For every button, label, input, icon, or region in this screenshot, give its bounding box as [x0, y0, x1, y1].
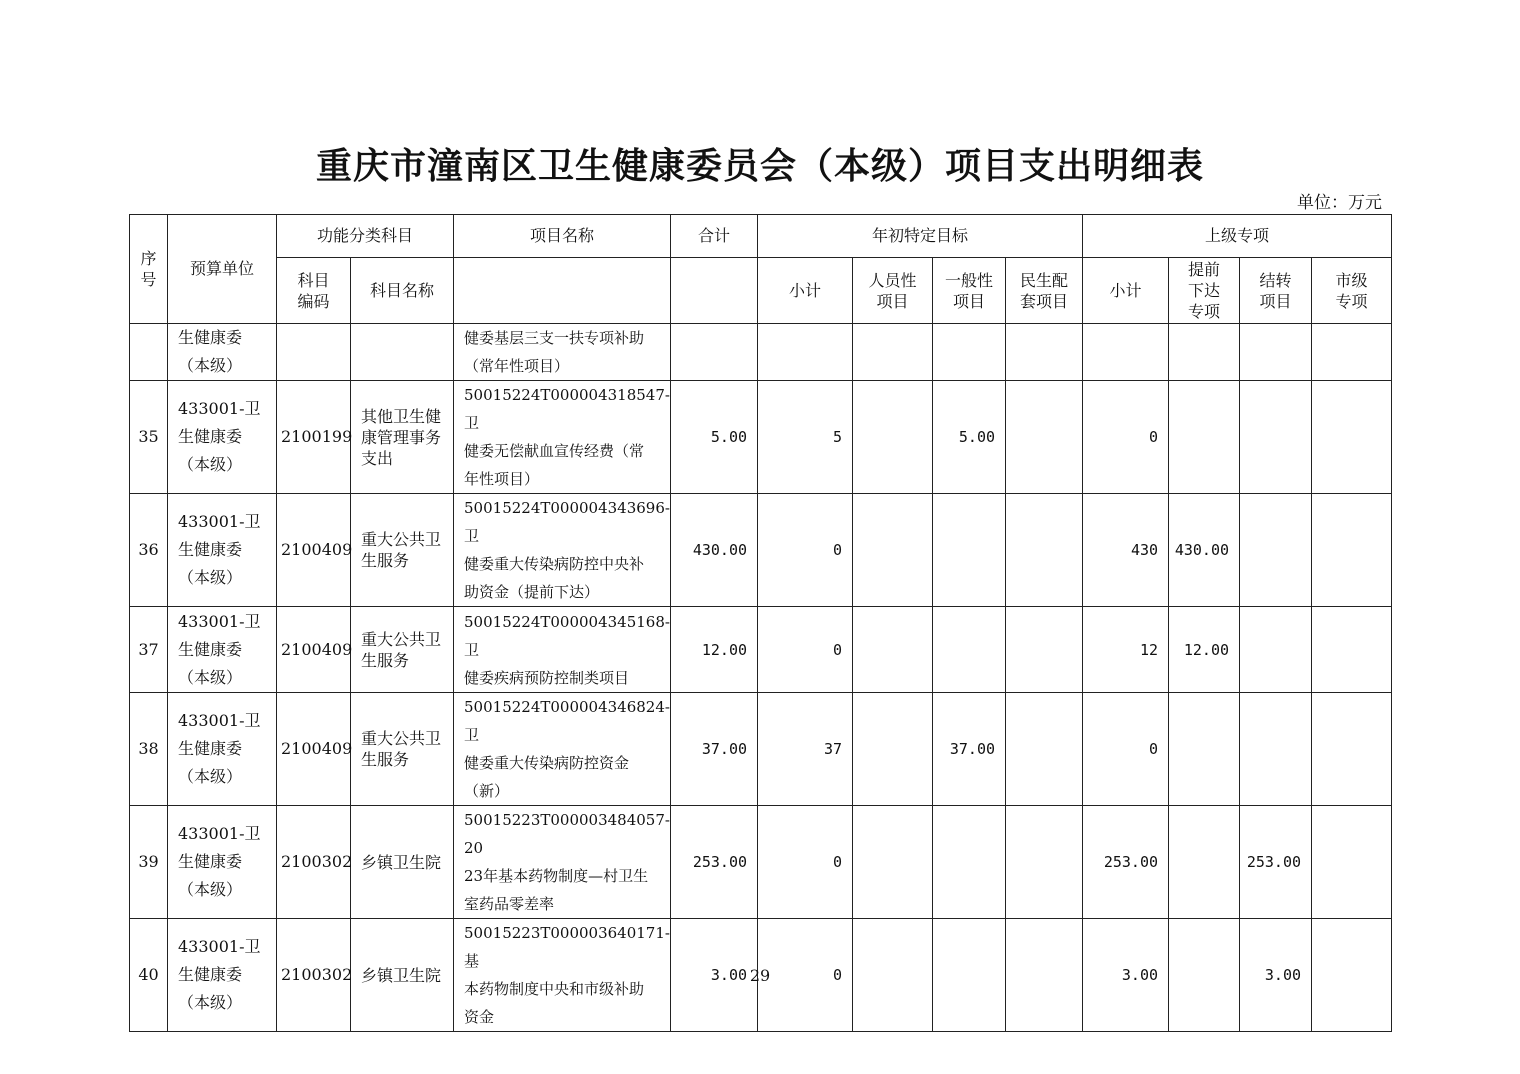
header-superior: 上级专项 — [1083, 215, 1392, 258]
page-title: 重庆市潼南区卫生健康委员会（本级）项目支出明细表 — [315, 145, 1204, 187]
cell-code: 2100409 — [277, 607, 351, 693]
cell-project: 50015223T000003484057-20 23年基本药物制度—村卫生 室药品零差率 — [454, 806, 671, 919]
table-row — [130, 324, 1392, 381]
header-project-name: 项目名称 — [454, 215, 671, 258]
cell-project: 50015224T000004345168-卫 健委疾病预防控制类项目 — [454, 607, 671, 693]
cell-general: 5.00 — [933, 381, 1006, 494]
cell-total: 5.00 — [671, 381, 758, 494]
cell-code: 2100409 — [277, 494, 351, 607]
cell-code: 2100199 — [277, 381, 351, 494]
cell-code: 2100302 — [277, 919, 351, 1032]
cell-personnel — [853, 693, 933, 806]
cell-advance — [1169, 324, 1240, 381]
header-advance: 提前下达专项 — [1169, 258, 1240, 324]
header-subtotal: 小计 — [758, 258, 853, 324]
header-city: 市级专项 — [1312, 258, 1392, 324]
cell-city — [1312, 806, 1392, 919]
cell-unit: 433001-卫 生健康委 （本级） — [168, 494, 277, 607]
header-general: 一般性项目 — [933, 258, 1006, 324]
cell-seq: 38 — [130, 693, 168, 806]
cell-city — [1312, 693, 1392, 806]
cell-carryover: 253.00 — [1240, 806, 1312, 919]
header-unit: 预算单位 — [168, 215, 277, 324]
cell-superior-subtotal: 0 — [1083, 381, 1169, 494]
table-row — [130, 607, 1392, 693]
table-row — [130, 381, 1392, 494]
cell-total: 12.00 — [671, 607, 758, 693]
cell-annual-subtotal — [758, 324, 853, 381]
cell-unit: 生健康委 （本级） — [168, 324, 277, 381]
cell-advance: 430.00 — [1169, 494, 1240, 607]
cell-subject: 乡镇卫生院 — [351, 919, 454, 1032]
cell-city — [1312, 494, 1392, 607]
cell-seq: 40 — [130, 919, 168, 1032]
cell-personnel — [853, 806, 933, 919]
cell-total: 430.00 — [671, 494, 758, 607]
cell-subject — [351, 324, 454, 381]
cell-subject: 乡镇卫生院 — [351, 806, 454, 919]
cell-livelihood — [1006, 607, 1083, 693]
cell-seq: 36 — [130, 494, 168, 607]
project-expenditure-table — [129, 214, 1392, 1032]
cell-superior-subtotal: 12 — [1083, 607, 1169, 693]
cell-advance — [1169, 381, 1240, 494]
cell-superior-subtotal: 0 — [1083, 693, 1169, 806]
cell-personnel — [853, 381, 933, 494]
cell-personnel — [853, 494, 933, 607]
cell-unit: 433001-卫 生健康委 （本级） — [168, 806, 277, 919]
cell-livelihood — [1006, 494, 1083, 607]
header-livelihood: 民生配套项目 — [1006, 258, 1083, 324]
cell-unit: 433001-卫 生健康委 （本级） — [168, 381, 277, 494]
cell-superior-subtotal: 253.00 — [1083, 806, 1169, 919]
cell-subject: 重大公共卫生服务 — [351, 693, 454, 806]
cell-advance: 12.00 — [1169, 607, 1240, 693]
cell-livelihood — [1006, 324, 1083, 381]
header-row-2 — [130, 258, 1392, 324]
cell-project: 50015224T000004343696-卫 健委重大传染病防控中央补 助资金（提前下达） — [454, 494, 671, 607]
cell-seq: 35 — [130, 381, 168, 494]
cell-advance — [1169, 806, 1240, 919]
cell-subject: 重大公共卫生服务 — [351, 607, 454, 693]
header-carryover: 结转项目 — [1240, 258, 1312, 324]
cell-annual-subtotal: 0 — [758, 494, 853, 607]
cell-livelihood — [1006, 381, 1083, 494]
header-func-class: 功能分类科目 — [277, 215, 454, 258]
cell-seq: 37 — [130, 607, 168, 693]
header-personnel: 人员性项目 — [853, 258, 933, 324]
cell-superior-subtotal: 430 — [1083, 494, 1169, 607]
cell-unit: 433001-卫 生健康委 （本级） — [168, 919, 277, 1032]
cell-carryover — [1240, 494, 1312, 607]
cell-code: 2100302 — [277, 806, 351, 919]
cell-general — [933, 806, 1006, 919]
cell-superior-subtotal: 3.00 — [1083, 919, 1169, 1032]
cell-subject: 其他卫生健康管理事务支出 — [351, 381, 454, 494]
cell-code: 2100409 — [277, 693, 351, 806]
cell-project: 50015224T000004318547-卫 健委无偿献血宣传经费（常 年性项目） — [454, 381, 671, 494]
header-row-1 — [130, 215, 1392, 258]
header-seq: 序号 — [130, 215, 168, 324]
cell-code — [277, 324, 351, 381]
header-sup-subtotal: 小计 — [1083, 258, 1169, 324]
cell-advance — [1169, 693, 1240, 806]
cell-carryover — [1240, 607, 1312, 693]
cell-project: 健委基层三支一扶专项补助 （常年性项目） — [454, 324, 671, 381]
page-number: 29 — [749, 966, 771, 985]
cell-total: 253.00 — [671, 806, 758, 919]
cell-seq — [130, 324, 168, 381]
cell-annual-subtotal: 0 — [758, 806, 853, 919]
cell-general — [933, 324, 1006, 381]
table-row — [130, 494, 1392, 607]
cell-personnel — [853, 607, 933, 693]
cell-annual-subtotal: 5 — [758, 381, 853, 494]
cell-city — [1312, 607, 1392, 693]
unit-label: 单位：万元 — [1297, 193, 1382, 213]
cell-carryover — [1240, 381, 1312, 494]
header-subject-name: 科目名称 — [351, 258, 454, 324]
header-total: 合计 — [671, 215, 758, 258]
cell-total: 3.00 — [671, 919, 758, 1032]
cell-carryover — [1240, 693, 1312, 806]
cell-unit: 433001-卫 生健康委 （本级） — [168, 607, 277, 693]
cell-carryover: 3.00 — [1240, 919, 1312, 1032]
cell-superior-subtotal — [1083, 324, 1169, 381]
cell-total — [671, 324, 758, 381]
header-code: 科目编码 — [277, 258, 351, 324]
cell-annual-subtotal: 0 — [758, 607, 853, 693]
cell-general: 37.00 — [933, 693, 1006, 806]
header-total-blank — [671, 258, 758, 324]
cell-livelihood — [1006, 806, 1083, 919]
cell-carryover — [1240, 324, 1312, 381]
header-project-name-blank — [454, 258, 671, 324]
table-row — [130, 693, 1392, 806]
cell-city — [1312, 324, 1392, 381]
table-row — [130, 806, 1392, 919]
cell-project: 50015223T000003640171-基 本药物制度中央和市级补助 资金 — [454, 919, 671, 1032]
cell-city — [1312, 381, 1392, 494]
cell-general — [933, 607, 1006, 693]
cell-total: 37.00 — [671, 693, 758, 806]
cell-seq: 39 — [130, 806, 168, 919]
cell-livelihood — [1006, 693, 1083, 806]
cell-annual-subtotal: 0 — [758, 919, 853, 1032]
cell-annual-subtotal: 37 — [758, 693, 853, 806]
header-annual: 年初特定目标 — [758, 215, 1083, 258]
cell-personnel — [853, 324, 933, 381]
cell-subject: 重大公共卫生服务 — [351, 494, 454, 607]
cell-general — [933, 494, 1006, 607]
cell-project: 50015224T000004346824-卫 健委重大传染病防控资金 （新） — [454, 693, 671, 806]
cell-unit: 433001-卫 生健康委 （本级） — [168, 693, 277, 806]
